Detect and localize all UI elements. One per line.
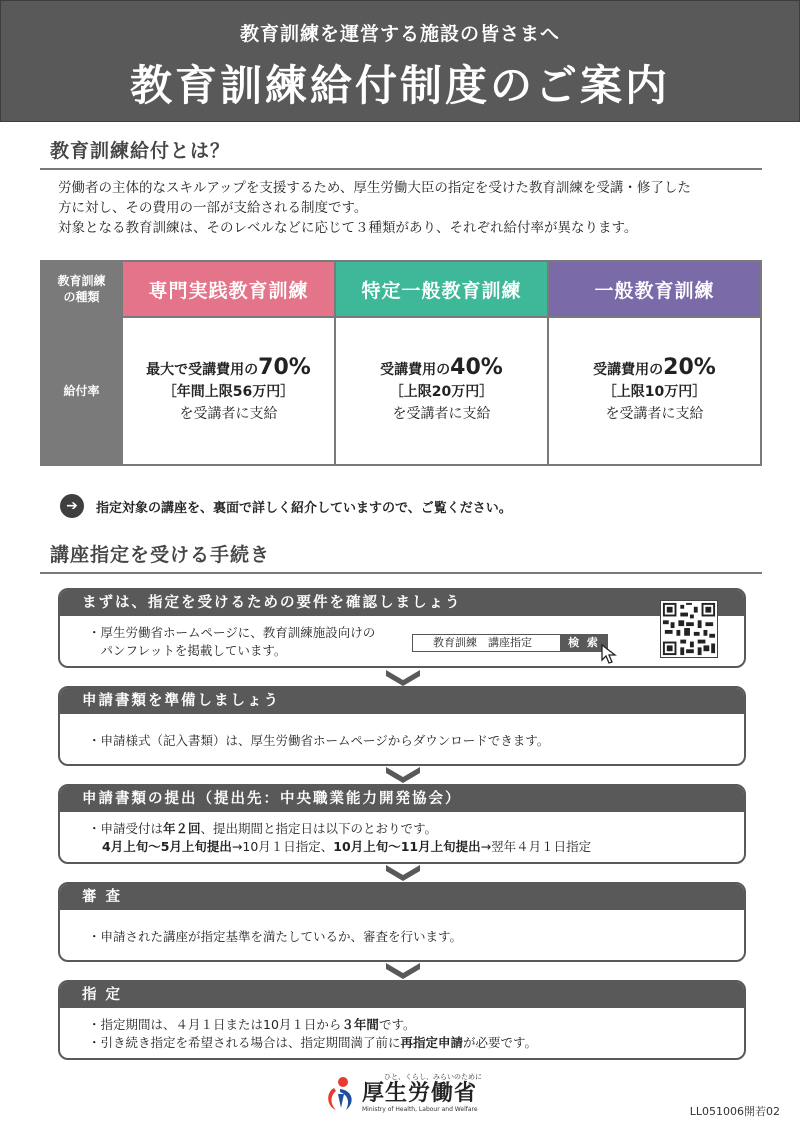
rate-prefix: 受講費用の bbox=[380, 362, 451, 378]
rate-line bbox=[593, 357, 716, 381]
text-bold: 4月上旬～5月上旬提出 bbox=[102, 839, 232, 854]
logo-tagline: ひと、くらし、みらいのために bbox=[384, 1073, 482, 1081]
cursor-icon bbox=[600, 644, 618, 664]
rate-value: 20% bbox=[663, 355, 716, 380]
back-page-note bbox=[60, 494, 512, 518]
logo-name: 厚生労働省 bbox=[362, 1081, 478, 1106]
document-code: LL051006開若02 bbox=[689, 1105, 780, 1118]
step-line: ・申請様式（記入書類）は、厚生労働省ホームページからダウンロードできます。 bbox=[88, 733, 550, 748]
text-bold: 年２回 bbox=[163, 821, 201, 836]
section-heading-what-is: 教育訓練給付とは？ bbox=[40, 136, 762, 170]
row-header-rate: 給付率 bbox=[42, 318, 121, 464]
rate-payee: を受講者に支給 bbox=[179, 406, 278, 422]
step-line bbox=[88, 1034, 744, 1052]
rate-value: 70% bbox=[258, 355, 311, 380]
rate-cell-specific-general bbox=[336, 318, 547, 464]
page-title: 教育訓練給付制度のご案内 bbox=[129, 61, 670, 110]
benefit-rate-table bbox=[40, 260, 762, 466]
rate-limit: ［年間上限56万円］ bbox=[162, 384, 295, 400]
step-title: 審 査 bbox=[60, 884, 744, 910]
header-subtitle: 教育訓練を運営する施設の皆さまへ bbox=[239, 23, 560, 45]
step-title: 申請書類を準備しましょう bbox=[60, 688, 744, 714]
step-submit-documents bbox=[58, 784, 746, 864]
step-line bbox=[88, 838, 744, 856]
step-content bbox=[60, 1008, 744, 1052]
text-span: です。 bbox=[378, 1017, 416, 1032]
rate-line bbox=[380, 357, 503, 381]
step-line: パンフレットを掲載しています。 bbox=[88, 643, 287, 658]
search-input[interactable]: 教育訓練 講座指定 bbox=[412, 634, 562, 652]
step-content bbox=[60, 714, 744, 750]
text-span: →翌年４月１日指定 bbox=[480, 839, 592, 854]
column-header-general: 一般教育訓練 bbox=[549, 262, 760, 316]
search-button[interactable]: 検 索 bbox=[560, 634, 608, 652]
text-bold: 10月上旬～11月上旬提出 bbox=[333, 839, 481, 854]
mhlw-logo bbox=[324, 1072, 482, 1113]
step-designation bbox=[58, 980, 746, 1060]
rate-payee: を受講者に支給 bbox=[392, 406, 491, 422]
step-line: ・申請された講座が指定基準を満たしているか、審査を行います。 bbox=[88, 929, 463, 944]
arrow-right-circle-icon: ➔ bbox=[60, 494, 84, 518]
step-line: ・厚生労働省ホームページに、教育訓練施設向けの bbox=[88, 625, 376, 640]
intro-line: 対象となる教育訓練は、そのレベルなどに応じて３種類があり、それぞれ給付率が異なります。 bbox=[58, 220, 638, 236]
rate-payee: を受講者に支給 bbox=[605, 406, 704, 422]
chevron-down-icon bbox=[386, 865, 420, 881]
chevron-down-icon bbox=[386, 963, 420, 979]
logo-name-en: Ministry of Health, Labour and Welfare bbox=[362, 1106, 478, 1113]
step-prepare-documents bbox=[58, 686, 746, 766]
qr-code-icon[interactable] bbox=[660, 600, 718, 658]
chevron-down-icon bbox=[386, 670, 420, 686]
text-bold: 再指定申請 bbox=[400, 1035, 464, 1050]
step-content bbox=[60, 616, 744, 660]
step-title: 指 定 bbox=[60, 982, 744, 1008]
rate-value: 40% bbox=[450, 355, 503, 380]
intro-text bbox=[58, 178, 770, 238]
rate-limit: ［上限10万円］ bbox=[602, 384, 707, 400]
note-text: 指定対象の講座を、裏面で詳しく紹介していますので、ご覧ください。 bbox=[96, 500, 512, 516]
step-content bbox=[60, 910, 744, 946]
step-check-requirements bbox=[58, 588, 746, 668]
text-span: ・申請受付は bbox=[88, 821, 164, 836]
step-title: まずは、指定を受けるための要件を確認しましょう bbox=[60, 590, 744, 616]
section-heading-procedure: 講座指定を受ける手続き bbox=[40, 540, 762, 574]
rate-cell-specialized bbox=[123, 318, 334, 464]
row-header-type: 教育訓練 の種類 bbox=[42, 262, 121, 316]
rate-prefix: 最大で受講費用の bbox=[146, 362, 259, 378]
logo-text bbox=[362, 1072, 482, 1113]
step-review bbox=[58, 882, 746, 962]
rate-limit: ［上限20万円］ bbox=[389, 384, 494, 400]
step-content bbox=[60, 812, 744, 856]
step-line bbox=[88, 1016, 744, 1034]
text-span: →10月１日指定、 bbox=[231, 839, 334, 854]
page-header bbox=[0, 0, 800, 122]
text-bold: ３年間 bbox=[341, 1017, 379, 1032]
intro-line: 方に対し、その費用の一部が支給される制度です。 bbox=[58, 200, 368, 216]
text-span: ・指定期間は、４月１日または10月１日から bbox=[88, 1017, 342, 1032]
text-span: が必要です。 bbox=[463, 1035, 538, 1050]
mhlw-mark-icon bbox=[324, 1074, 358, 1112]
rate-line bbox=[146, 357, 311, 381]
intro-line: 労働者の主体的なスキルアップを支援するため、厚生労働大臣の指定を受けた教育訓練を受講・修了した bbox=[58, 180, 691, 196]
text-span: ・引き続き指定を希望される場合は、指定期間満了前に bbox=[88, 1035, 401, 1050]
rate-cell-general bbox=[549, 318, 760, 464]
column-header-specialized: 専門実践教育訓練 bbox=[123, 262, 334, 316]
step-line bbox=[88, 820, 744, 838]
text-span: 、提出期間と指定日は以下のとおりです。 bbox=[200, 821, 438, 836]
column-header-specific-general: 特定一般教育訓練 bbox=[336, 262, 547, 316]
rate-prefix: 受講費用の bbox=[593, 362, 664, 378]
chevron-down-icon bbox=[386, 767, 420, 783]
step-title: 申請書類の提出（提出先：中央職業能力開発協会） bbox=[60, 786, 744, 812]
